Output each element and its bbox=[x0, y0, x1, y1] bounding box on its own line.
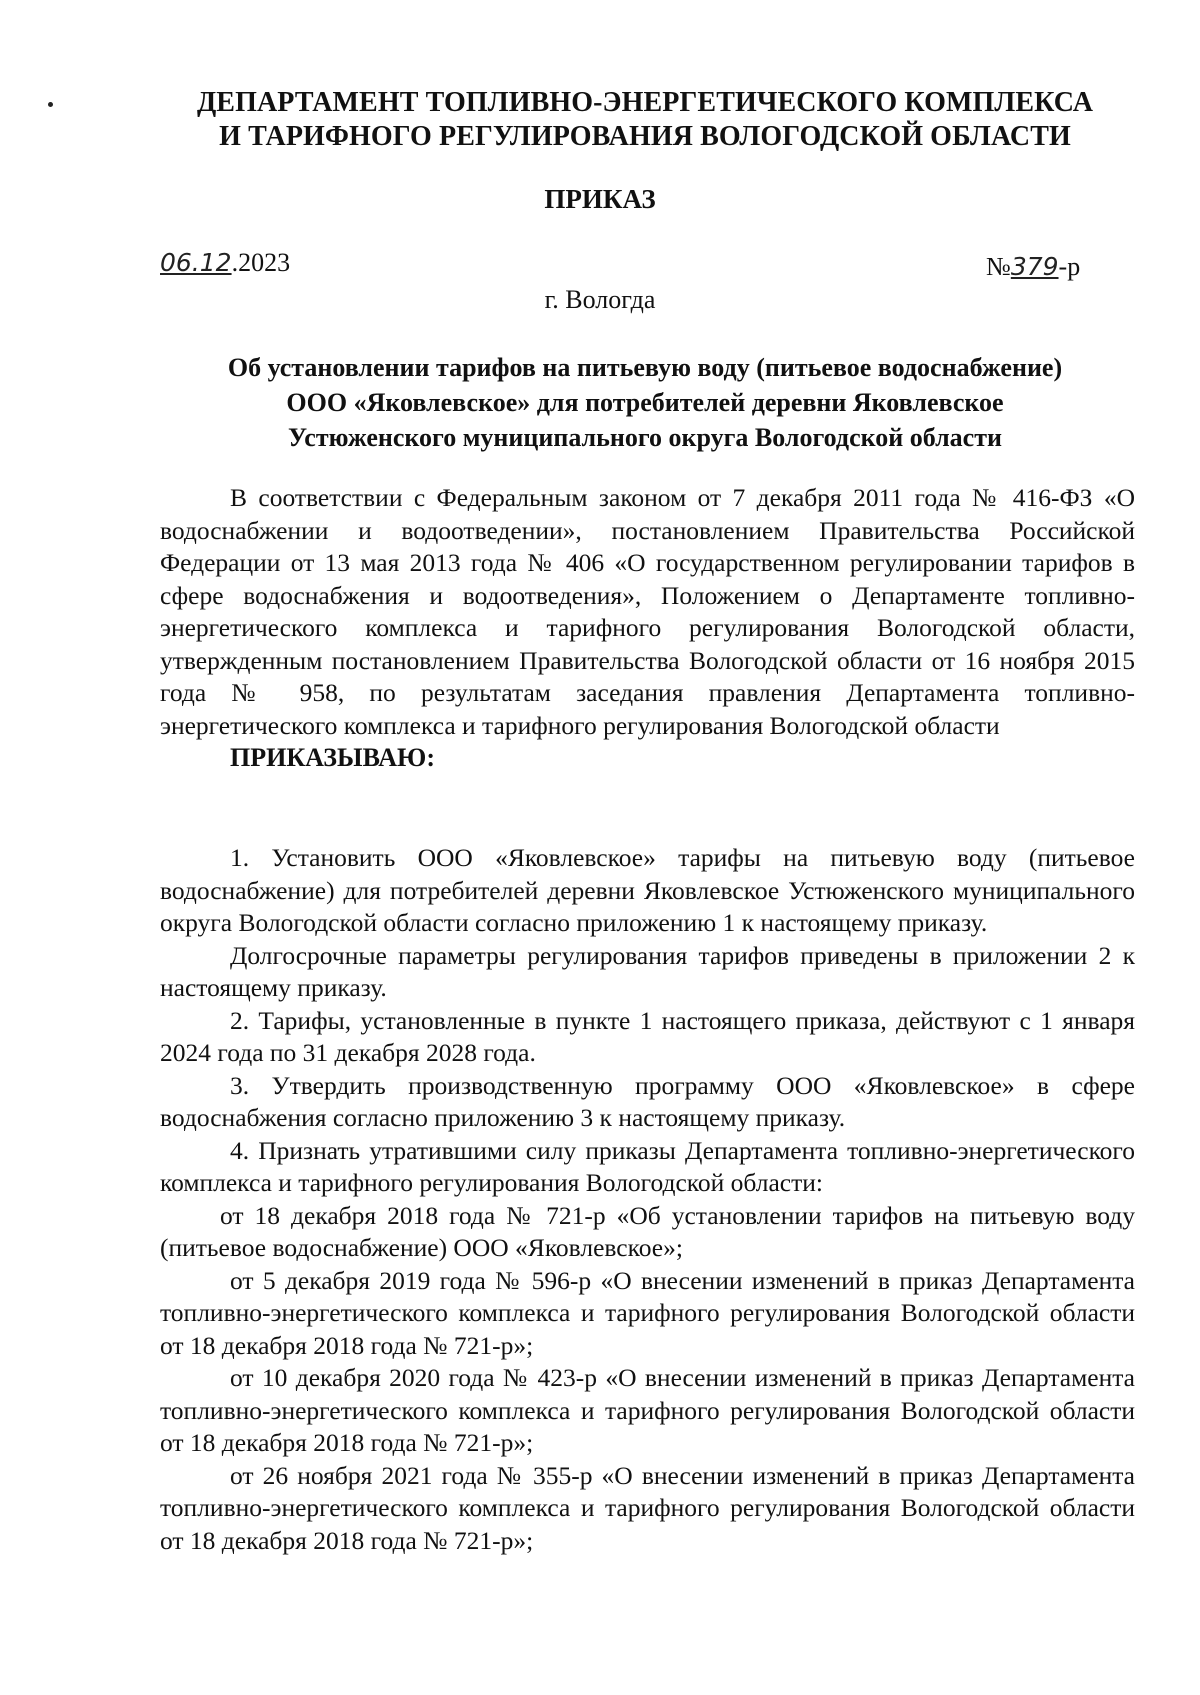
item-1-note: Долгосрочные параметры регулирования тарифов приведены в приложении 2 к настоящему приказу. bbox=[160, 940, 1135, 1002]
number-prefix: № bbox=[986, 252, 1011, 281]
department-heading-line1: ДЕПАРТАМЕНТ ТОПЛИВНО-ЭНЕРГЕТИЧЕСКОГО КОМПЛЕКСА bbox=[196, 87, 1094, 118]
department-heading bbox=[150, 86, 1140, 154]
order-date bbox=[160, 248, 290, 278]
subject-line1: Об установлении тарифов на питьевую воду (питьевое водоснабжение) bbox=[227, 353, 1063, 382]
order-body bbox=[160, 482, 1135, 775]
item-2: 2. Тарифы, установленные в пункте 1 настоящего приказа, действуют с 1 января 2024 года по 31 декабря 2028 года. bbox=[160, 1005, 1135, 1067]
city: г. Вологда bbox=[544, 285, 656, 314]
item-3: 3. Утвердить производственную программу ООО «Яковлевское» в сфере водоснабжения согласно приложению 3 к настоящему приказу. bbox=[160, 1070, 1135, 1132]
order-word: ПРИКАЗЫВАЮ: bbox=[230, 743, 435, 772]
order-number bbox=[986, 252, 1080, 282]
scan-speck bbox=[48, 102, 53, 107]
item-4-order-2018: от 18 декабря 2018 года № 721-р «Об установлении тарифов на питьевую воду (питьевое водоснабжение) ООО «Яковлевское»; bbox=[160, 1200, 1135, 1262]
item-4: 4. Признать утратившими силу приказы Департамента топливно-энергетического комплекса и тарифного регулирования Вологодской области: bbox=[160, 1135, 1135, 1197]
subject-line3: Устюженского муниципального округа Вологодской области bbox=[288, 423, 1002, 452]
order-title: ПРИКАЗ bbox=[544, 184, 656, 214]
number-handwritten: 379 bbox=[1010, 252, 1059, 281]
item-4-order-2019: от 5 декабря 2019 года № 596-р «О внесении изменений в приказ Департамента топливно-энергетического комплекса и тарифного регулирования Вологодской области от 18 декабря 2018 года № 721-р»; bbox=[160, 1265, 1135, 1360]
department-heading-line2: И ТАРИФНОГО РЕГУЛИРОВАНИЯ ВОЛОГОДСКОЙ ОБЛАСТИ bbox=[219, 121, 1071, 152]
date-year: .2023 bbox=[231, 248, 291, 277]
item-4-order-2021: от 26 ноября 2021 года № 355-р «О внесении изменений в приказ Департамента топливно-энергетического комплекса и тарифного регулирования Вологодской области от 18 декабря 2018 года № 721-р»; bbox=[160, 1460, 1135, 1555]
item-4-order-2020: от 10 декабря 2020 года № 423-р «О внесении изменений в приказ Департамента топливно-энергетического комплекса и тарифного регулирования Вологодской области от 18 декабря 2018 года № 721-р»; bbox=[160, 1363, 1135, 1457]
order-items bbox=[160, 842, 1135, 1557]
date-handwritten: 06.12 bbox=[160, 248, 232, 277]
item-1: 1. Установить ООО «Яковлевское» тарифы на питьевую воду (питьевое водоснабжение) для потребителей деревни Яковлевское Устюженского муниципального округа Вологодской области согласно приложению 1 к настоящему приказу. bbox=[160, 843, 1135, 937]
number-suffix: -р bbox=[1058, 252, 1081, 281]
subject-line2: ООО «Яковлевское» для потребителей деревни Яковлевское bbox=[286, 388, 1004, 417]
order-subject bbox=[150, 350, 1140, 455]
preamble-paragraph: В соответствии с Федеральным законом от 7 декабря 2011 года № 416-ФЗ «О водоснабжении и водоотведении», постановлением Правительства Российской Федерации от 13 мая 2013 года № 406 «О государственном регулировании тарифов в сфере водоснабжения и водоотведения», Положением о Департаменте топливно-энергетического комплекса и тарифного регулирования Вологодской области, утвержденным постановлением Правительства Вологодской области от 16 ноября 2015 года № 958, по результатам заседания правления Департамента топливно-энергетического комплекса и тарифного регулирования Вологодской области bbox=[160, 483, 1135, 740]
